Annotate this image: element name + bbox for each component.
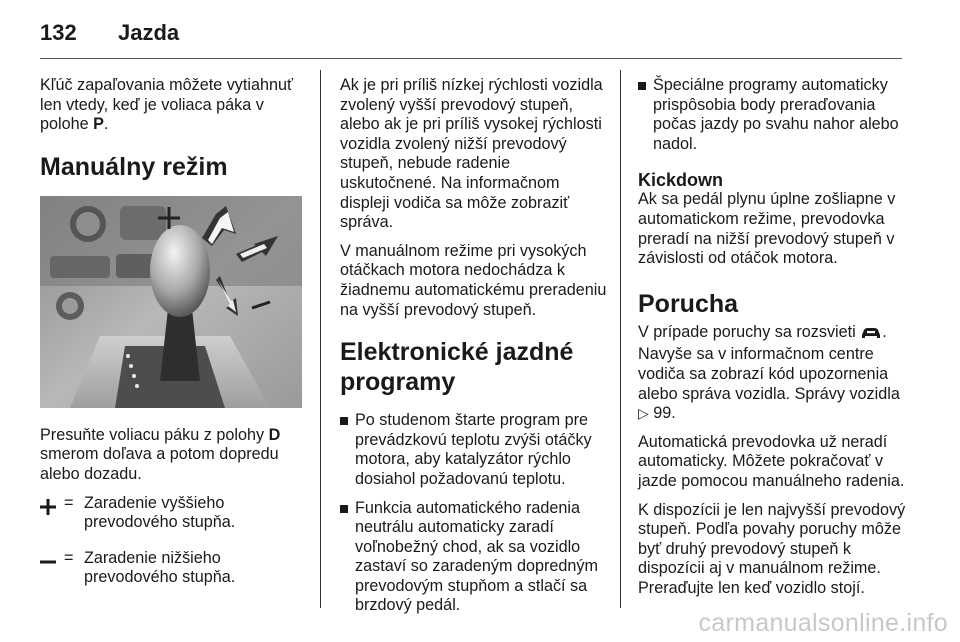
highest-gear-paragraph: K dispozícii je len najvyšší prevodový stupeň. Podľa povahy poruchy môže byť druhý prevodový stupeň k dispozícii aj v manuálnom režime. Preraďujte len keď vozidlo stojí. [638,500,906,597]
column-2 [340,76,610,625]
bullet-icon [638,82,646,90]
list-item: Po studenom štarte program pre prevádzkovú teplotu zvýši otáčky motora, aby katalyzátor rýchlo dosiahol požadovanú teplotu. [340,411,610,489]
special-programs-list [638,76,908,154]
kickdown-heading: Kickdown [638,170,724,191]
car-wrench-warning-icon [860,326,882,346]
programs-list [340,411,610,616]
downshift-text: Zaradenie nižšieho prevodového stupňa. [84,548,236,587]
fault-paragraph: V prípade poruchy sa rozsvieti . Navyše sa v informačnom centre vodiča sa zobrazí kód upozornenia alebo správa vozidla. Správy vozidla ▷ 99. [638,322,900,423]
column-divider [320,70,321,608]
list-item: Špeciálne programy automaticky prispôsobia body preraďovania počas jazdy po svahu nahor alebo nadol. [638,76,908,154]
no-auto-shift-paragraph: Automatická prevodovka už neradí automaticky. Môžete pokračovať v jazde pomocou manuálneho radenia. [638,432,905,490]
minus-icon [40,549,64,588]
high-rpm-paragraph: V manuálnom režime pri vysokých otáčkach motora nedochádza k žiadnemu automatickému preradeniu na vyšší prevodový stupeň. [340,241,607,319]
watermark: carmanualsonline.info [698,609,948,637]
page-header [40,16,902,59]
kickdown-paragraph: Ak sa pedál plynu úplne zošliapne v automatickom režime, prevodovka preradí na nižší prevodový stupeň v závislosti od otáčok motora. [638,190,896,268]
equals-sign: = [64,493,74,512]
bullet-icon [340,417,348,425]
page-reference-arrow-icon[interactable]: ▷ [638,405,649,422]
column-divider [620,70,621,608]
gear-selector-photo [40,196,302,408]
manual-mode-heading: Manuálny režim [40,152,228,181]
move-lever-paragraph: Presuňte voliacu páku z polohy D smerom doľava a potom dopredu alebo dozadu. [40,425,281,483]
equals-sign: = [64,548,74,567]
upshift-text: Zaradenie vyššieho prevodového stupňa. [84,493,236,532]
list-item: Funkcia automatického radenia neutrálu automaticky zaradí voľnobežný chod, ak sa vozidlo zastaví so zaradeným dopredným prevodovým stupňom a stlačí sa brzdový pedál. [340,499,610,617]
page-number: 132 [40,20,77,45]
column-3 [638,76,908,607]
plus-icon [40,494,64,533]
page-reference[interactable]: 99. [648,404,676,423]
chapter-title: Jazda [118,20,180,45]
electronic-programs-heading: Elektronické jazdné programy [340,338,574,397]
ignition-key-paragraph: Kľúč zapaľovania môžete vytiahnuť len vtedy, keď je voliaca páka v polohe P. [40,76,294,134]
column-1 [40,76,306,604]
upshift-row [40,494,306,533]
shift-restriction-paragraph: Ak je pri príliš nízkej rýchlosti vozidla zvolený vyšší prevodový stupeň, alebo ak je pri príliš vysokej rýchlosti vozidla zvolený nižší prevodový stupeň, nebude radenie uskutočnené. Na informačnom displeji vodiča sa môže zobraziť správa. [340,76,603,232]
bullet-icon [340,505,348,513]
downshift-row [40,549,306,588]
fault-heading: Porucha [638,289,739,318]
